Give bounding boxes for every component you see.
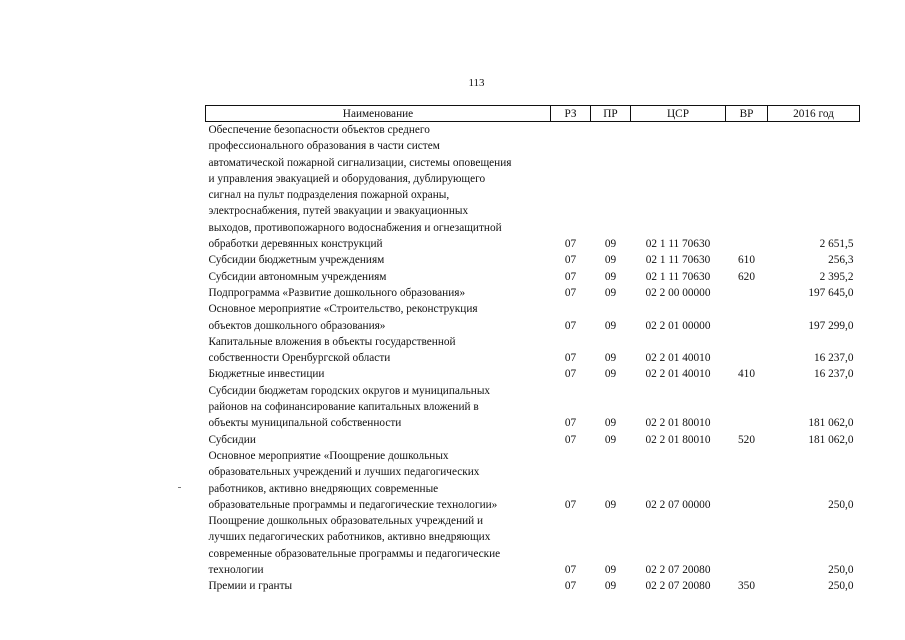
row-sum: 197 645,0: [808, 286, 854, 299]
row-csr: 02 1 11 70630: [645, 238, 711, 251]
row-sum: 2 651,5: [819, 238, 854, 251]
row-sum: 250,0: [828, 564, 854, 577]
row-name: Субсидии бюджетным учреждениям: [208, 254, 385, 267]
row-csr: 02 2 07 20080: [645, 580, 711, 593]
header-csr: ЦСР: [631, 106, 726, 122]
row-rz: 07: [564, 352, 577, 365]
table-row: [206, 252, 860, 268]
row-sum: 181 062,0: [808, 417, 854, 430]
row-csr: 02 2 07 00000: [645, 498, 711, 511]
header-pr: ПР: [591, 106, 631, 122]
row-csr: 02 2 01 80010: [645, 417, 711, 430]
table-row: [206, 301, 860, 334]
row-vr: [726, 513, 768, 578]
table-row: [206, 513, 860, 578]
row-vr: [726, 122, 768, 253]
row-pr: 09: [604, 319, 617, 332]
table-row: [206, 122, 860, 253]
row-csr: 02 2 01 40010: [645, 368, 711, 381]
row-csr: 02 2 01 80010: [645, 433, 711, 446]
header-vr: ВР: [726, 106, 768, 122]
row-pr: 09: [604, 254, 617, 267]
table-row: [206, 285, 860, 301]
table-row: [206, 366, 860, 382]
table-row: [206, 269, 860, 285]
row-pr: 09: [604, 352, 617, 365]
row-pr: 09: [604, 580, 617, 593]
table-row: [206, 578, 860, 594]
row-sum: 2 395,2: [819, 270, 854, 283]
row-pr: 09: [604, 564, 617, 577]
row-pr: 09: [604, 238, 617, 251]
row-vr: [726, 301, 768, 334]
row-vr: [726, 285, 768, 301]
row-rz: 07: [564, 270, 577, 283]
row-name: Капитальные вложения в объекты государственной собственности Оренбургской области: [208, 335, 456, 365]
row-vr: 410: [738, 368, 755, 381]
row-name: Субсидии автономным учреждениям: [208, 270, 387, 283]
row-rz: 07: [564, 368, 577, 381]
row-csr: 02 2 07 20080: [645, 564, 711, 577]
row-name: Основное мероприятие «Поощрение дошкольных образовательных учреждений и лучших педагогических работников, активно внедряющих современные образовательные программы и педагогические технологии»: [208, 449, 498, 511]
table-row: [206, 448, 860, 513]
row-name: Субсидии бюджетам городских округов и муниципальных районов на софинансирование капитальных вложений в объекты муниципальной собственности: [208, 384, 491, 430]
row-sum: 197 299,0: [808, 319, 854, 332]
table-row: [206, 334, 860, 367]
row-pr: 09: [604, 286, 617, 299]
row-sum: 16 237,0: [813, 368, 854, 381]
header-sum: 2016 год: [768, 106, 860, 122]
row-csr: 02 1 11 70630: [645, 270, 711, 283]
row-rz: 07: [564, 319, 577, 332]
row-sum: 181 062,0: [808, 433, 854, 446]
row-csr: 02 2 01 40010: [645, 352, 711, 365]
table-row: [206, 383, 860, 432]
row-sum: 256,3: [828, 254, 854, 267]
row-rz: 07: [564, 286, 577, 299]
row-name: Премии и гранты: [208, 580, 293, 593]
row-vr: 520: [738, 433, 755, 446]
header-name: Наименование: [206, 106, 551, 122]
row-csr: 02 2 01 00000: [645, 319, 711, 332]
header-rz: РЗ: [551, 106, 591, 122]
row-vr: 610: [738, 254, 755, 267]
row-rz: 07: [564, 417, 577, 430]
row-rz: 07: [564, 433, 577, 446]
row-name: Основное мероприятие «Строительство, реконструкция объектов дошкольного образования»: [208, 303, 478, 332]
table-header-row: [206, 106, 860, 122]
row-vr: [726, 448, 768, 513]
row-name: Бюджетные инвестиции: [208, 368, 325, 381]
row-csr: 02 1 11 70630: [645, 254, 711, 267]
row-name: Поощрение дошкольных образовательных учреждений и лучших педагогических работников, активно внедряющих современные образовательные программы и педагогические технологии: [208, 515, 501, 577]
row-pr: 09: [604, 433, 617, 446]
row-vr: 620: [738, 270, 755, 283]
row-name: Субсидии: [208, 433, 256, 446]
row-name: Подпрограмма «Развитие дошкольного образования»: [208, 286, 466, 299]
row-pr: 09: [604, 368, 617, 381]
row-name: Обеспечение безопасности объектов среднего профессионального образования в части систем автоматической пожарной сигнализации, системы оповещения и управления эвакуацией и оборудования, дублирующего сигнал на пульт подразделения пожарной охраны, электроснабжения, путей эвакуации и эвакуационных выходов, противопожарного водоснабжения и огнезащитной обработки деревянных конструкций: [208, 124, 512, 251]
row-vr: [726, 334, 768, 367]
row-csr: 02 2 00 00000: [645, 286, 711, 299]
budget-table: [205, 105, 860, 595]
scan-mark: [178, 487, 181, 488]
row-sum: 250,0: [828, 580, 854, 593]
row-rz: 07: [564, 498, 577, 511]
row-sum: 16 237,0: [813, 352, 854, 365]
row-vr: 350: [738, 580, 755, 593]
row-rz: 07: [564, 580, 577, 593]
row-pr: 09: [604, 417, 617, 430]
row-rz: 07: [564, 254, 577, 267]
row-rz: 07: [564, 238, 577, 251]
page-number: 113: [468, 77, 485, 89]
table-row: [206, 432, 860, 448]
row-pr: 09: [604, 270, 617, 283]
row-rz: 07: [564, 564, 577, 577]
row-vr: [726, 383, 768, 432]
row-pr: 09: [604, 498, 617, 511]
row-sum: 250,0: [828, 498, 854, 511]
